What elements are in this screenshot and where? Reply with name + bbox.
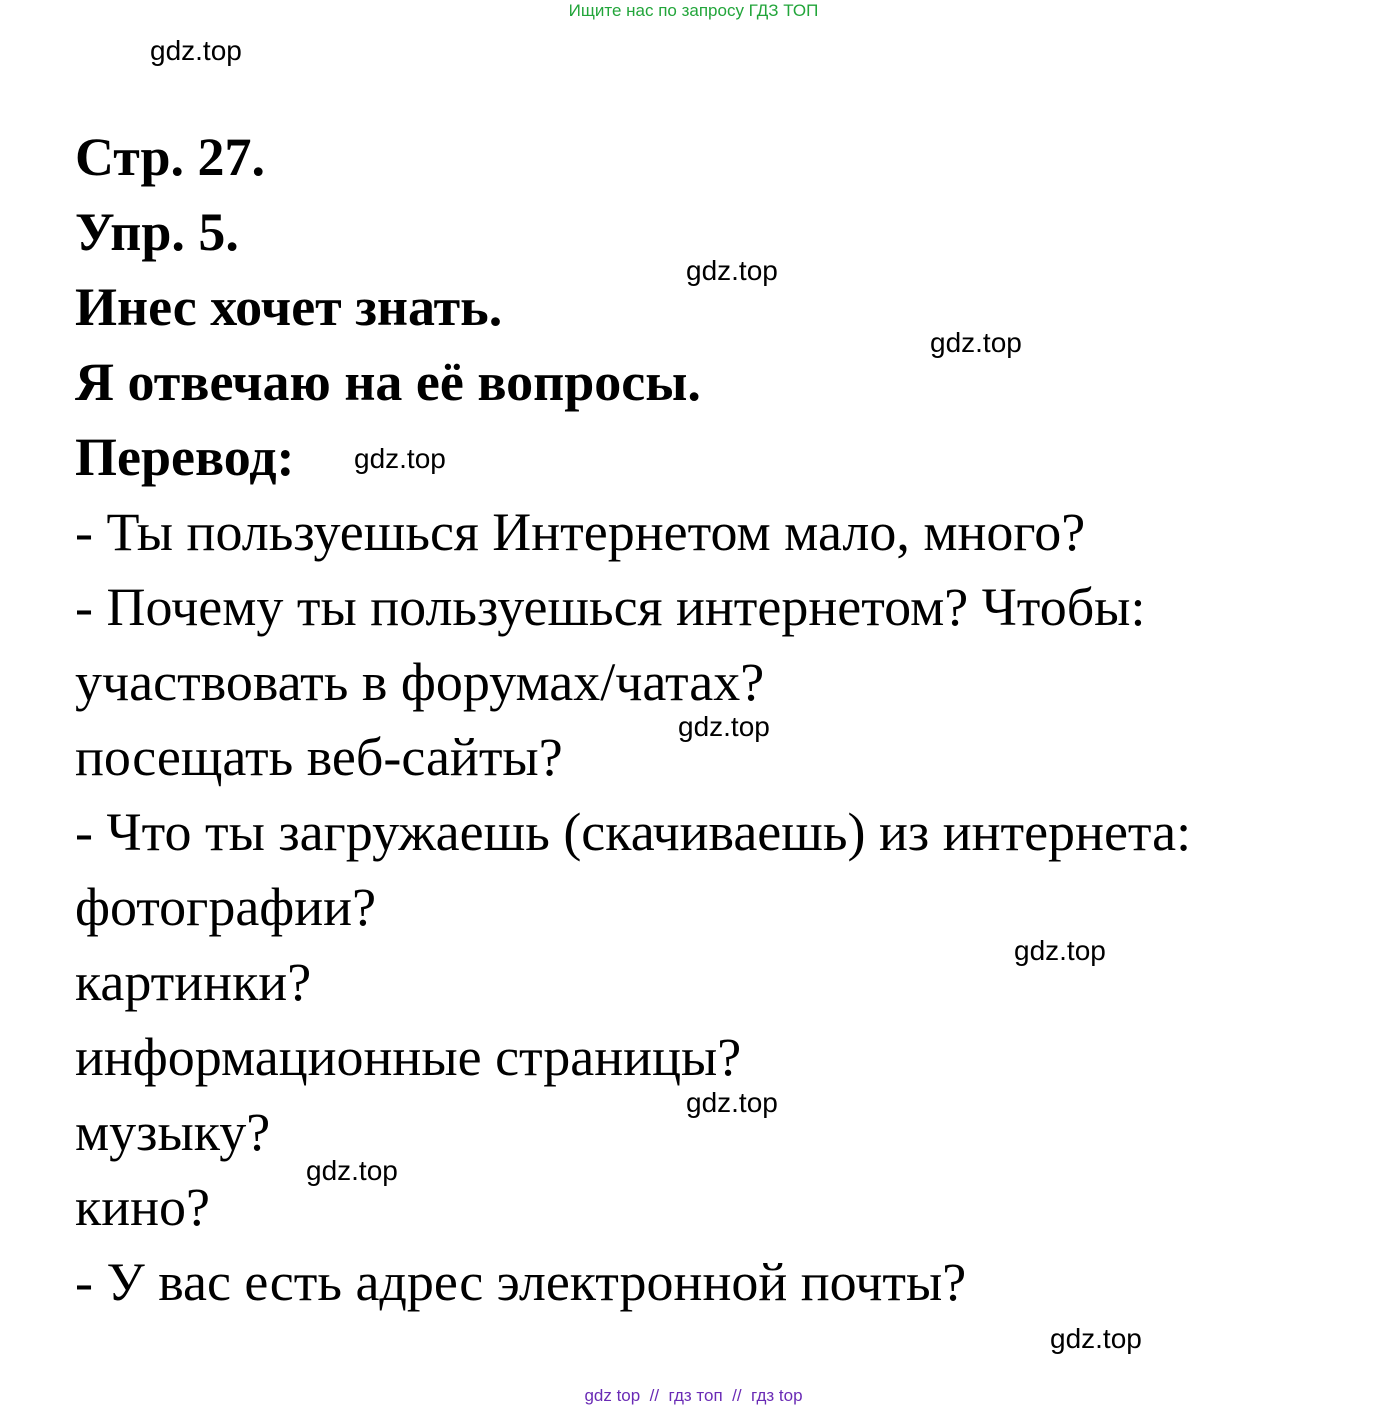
top-banner[interactable]: Ищите нас по запросу ГДЗ ТОП [568,1,819,20]
text-line: кино? [75,1177,210,1237]
page-number-heading: Стр. 27. [75,127,266,187]
watermark: gdz.top [150,35,242,66]
watermark: gdz.top [686,1087,778,1118]
title-line-2: Я отвечаю на её вопросы. [75,352,701,412]
watermark: gdz.top [930,327,1022,358]
text-line: участвовать в форумах/чатах? [75,652,765,712]
title-line-1: Инес хочет знать. [75,277,503,337]
text-line: - У вас есть адрес электронной почты? [75,1252,967,1312]
text-line: посещать веб-сайты? [75,727,563,787]
watermark: gdz.top [686,255,778,286]
text-line: - Ты пользуешься Интернетом мало, много? [75,502,1086,562]
exercise-heading: Упр. 5. [75,202,239,262]
text-line: картинки? [75,952,312,1012]
watermark: gdz.top [1014,935,1106,966]
translation-label: Перевод: [75,427,295,487]
text-line: фотографии? [75,877,377,937]
watermark: gdz.top [1050,1323,1142,1354]
watermark: gdz.top [306,1155,398,1186]
text-line: - Что ты загружаешь (скачиваешь) из интернета: [75,802,1192,862]
watermark: gdz.top [678,711,770,742]
text-line: - Почему ты пользуешься интернетом? Чтобы: [75,577,1146,637]
text-line: музыку? [75,1102,271,1162]
footer-links[interactable]: gdz top // гдз топ // гдз top [584,1386,803,1405]
text-line: информационные страницы? [75,1027,742,1087]
watermark: gdz.top [354,443,446,474]
